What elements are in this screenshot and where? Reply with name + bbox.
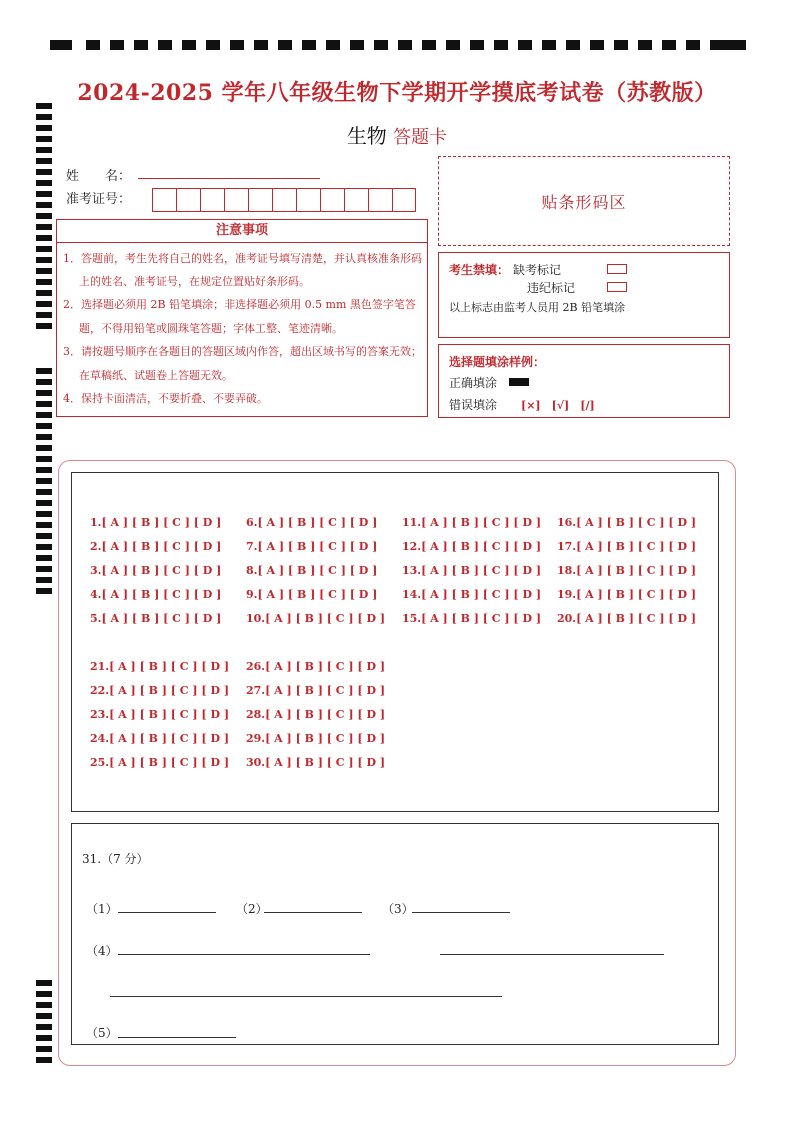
timing-mark <box>158 40 172 50</box>
choice-question-row[interactable] <box>557 540 696 553</box>
answer-options[interactable]: [ A ] [ B ] [ C ] [ D ] <box>109 756 230 769</box>
timing-mark <box>724 40 746 50</box>
sample-heading: 选择题填涂样例： <box>449 355 546 369</box>
q31-part3-label: （3） <box>382 902 414 916</box>
timing-mark <box>36 379 52 385</box>
question-number: 8. <box>246 564 258 577</box>
question-number: 19. <box>557 588 577 601</box>
timing-mark <box>686 40 700 50</box>
timing-mark <box>36 1002 52 1008</box>
choice-question-row[interactable] <box>557 588 696 601</box>
answer-options[interactable]: [ A ] [ B ] [ C ] [ D ] <box>576 540 697 553</box>
timing-mark <box>350 40 364 50</box>
timing-mark <box>422 40 436 50</box>
question-number: 10. <box>246 612 266 625</box>
choice-question-row[interactable] <box>90 564 221 577</box>
q31-part2-line[interactable] <box>264 912 362 913</box>
question-number: 20. <box>557 612 577 625</box>
timing-mark <box>36 1024 52 1030</box>
barcode-area <box>438 156 730 246</box>
question-number: 26. <box>246 660 266 673</box>
timing-mark <box>36 577 52 583</box>
choice-question-row[interactable] <box>246 564 377 577</box>
question-number: 17. <box>557 540 577 553</box>
timing-mark <box>110 40 124 50</box>
timing-mark <box>398 40 412 50</box>
question-number: 28. <box>246 708 266 721</box>
choice-question-row[interactable] <box>402 588 541 601</box>
timing-mark <box>36 268 52 274</box>
choice-question-row[interactable] <box>246 540 377 553</box>
choice-question-row[interactable] <box>90 540 221 553</box>
timing-mark <box>278 40 292 50</box>
timing-mark <box>302 40 316 50</box>
exam-id-label: 准考证号： <box>66 192 132 207</box>
choice-question-row[interactable] <box>402 564 541 577</box>
timing-mark <box>614 40 628 50</box>
question-number: 11. <box>402 516 422 529</box>
timing-mark <box>36 169 52 175</box>
question-number: 4. <box>90 588 102 601</box>
choice-question-row[interactable] <box>90 756 229 769</box>
violation-mark-label: 违纪标记 <box>527 281 576 295</box>
question-number: 16. <box>557 516 577 529</box>
timing-mark <box>470 40 484 50</box>
question-number: 3. <box>90 564 102 577</box>
choice-question-row[interactable] <box>246 516 377 529</box>
timing-marks-left-lower <box>36 980 52 1068</box>
timing-mark <box>36 500 52 506</box>
timing-mark <box>36 467 52 473</box>
fill-sample-panel <box>438 344 730 418</box>
choice-question-row[interactable] <box>246 588 377 601</box>
timing-mark <box>590 40 604 50</box>
answer-options[interactable]: [ A ] [ B ] [ C ] [ D ] <box>257 516 378 529</box>
timing-mark <box>662 40 676 50</box>
question-number: 22. <box>90 684 110 697</box>
timing-mark <box>36 279 52 285</box>
timing-mark <box>86 40 100 50</box>
correct-fill-mark <box>509 378 529 386</box>
absent-mark-box[interactable] <box>607 264 627 274</box>
timing-mark <box>36 191 52 197</box>
answer-options[interactable]: [ A ] [ B ] [ C ] [ D ] <box>101 612 222 625</box>
question-number: 27. <box>246 684 266 697</box>
question-number: 7. <box>246 540 258 553</box>
timing-mark <box>36 1057 52 1063</box>
timing-mark <box>36 522 52 528</box>
choice-question-row[interactable] <box>246 756 385 769</box>
choice-question-row[interactable] <box>557 564 696 577</box>
timing-mark <box>36 566 52 572</box>
answer-options[interactable]: [ A ] [ B ] [ C ] [ D ] <box>109 684 230 697</box>
answer-options[interactable]: [ A ] [ B ] [ C ] [ D ] <box>421 540 542 553</box>
answer-options[interactable]: [ A ] [ B ] [ C ] [ D ] <box>576 612 697 625</box>
question-number: 2. <box>90 540 102 553</box>
timing-mark <box>638 40 652 50</box>
q31-part5-line[interactable] <box>118 1037 236 1038</box>
timing-mark <box>326 40 340 50</box>
question-number: 15. <box>402 612 422 625</box>
answer-options[interactable]: [ A ] [ B ] [ C ] [ D ] <box>421 516 542 529</box>
q31-part2-label: （2） <box>236 902 268 916</box>
timing-mark <box>36 158 52 164</box>
answer-options[interactable]: [ A ] [ B ] [ C ] [ D ] <box>265 756 386 769</box>
question-number: 1. <box>90 516 102 529</box>
choice-question-row[interactable] <box>246 612 385 625</box>
q31-answer-box <box>71 823 719 1045</box>
timing-mark <box>254 40 268 50</box>
wrong-fill-label: 错误填涂 <box>449 398 498 412</box>
timing-mark <box>36 1035 52 1041</box>
timing-mark <box>36 390 52 396</box>
choice-question-row[interactable] <box>402 612 541 625</box>
notes-panel <box>56 219 428 417</box>
answer-options[interactable]: [ A ] [ B ] [ C ] [ D ] <box>265 732 386 745</box>
timing-mark <box>206 40 220 50</box>
note-item: 1．答题前，考生先将自己的姓名，准考证号填写清楚，并认真核准条形码上的姓名、准考证号，在规定位置贴好条形码。 <box>63 252 422 288</box>
answer-options[interactable]: [ A ] [ B ] [ C ] [ D ] <box>576 588 697 601</box>
timing-mark <box>36 1046 52 1052</box>
timing-mark <box>36 301 52 307</box>
timing-mark <box>36 323 52 329</box>
note-item: 4．保持卡面清洁，不要折叠、不要弄破。 <box>63 392 268 405</box>
choice-question-row[interactable] <box>90 660 229 673</box>
timing-mark <box>36 202 52 208</box>
question-number: 25. <box>90 756 110 769</box>
forbidden-label: 考生禁填： <box>449 263 510 277</box>
notes-heading: 注意事项 <box>57 220 427 243</box>
timing-mark <box>36 980 52 986</box>
timing-mark <box>36 312 52 318</box>
answer-options[interactable]: [ A ] [ B ] [ C ] [ D ] <box>576 516 697 529</box>
answer-options[interactable]: [ A ] [ B ] [ C ] [ D ] <box>109 660 230 673</box>
note-item: 3．请按题号顺序在各题目的答题区域内作答，超出区域书写的答案无效；在草稿纸、试题卷上答题无效。 <box>63 345 422 382</box>
q31-part1-line[interactable] <box>118 912 216 913</box>
timing-mark <box>36 1013 52 1019</box>
timing-mark <box>36 489 52 495</box>
subject-label: 生物 <box>346 124 387 148</box>
timing-mark <box>36 456 52 462</box>
timing-mark <box>36 445 52 451</box>
answer-options[interactable]: [ A ] [ B ] [ C ] [ D ] <box>109 732 230 745</box>
choice-question-row[interactable] <box>90 612 221 625</box>
choice-question-row[interactable] <box>90 516 221 529</box>
choice-question-row[interactable] <box>246 684 385 697</box>
timing-mark <box>36 213 52 219</box>
timing-mark <box>710 40 724 50</box>
timing-mark <box>494 40 508 50</box>
question-number: 6. <box>246 516 258 529</box>
question-number: 29. <box>246 732 266 745</box>
forbidden-panel <box>438 252 730 338</box>
choice-question-row[interactable] <box>90 708 229 721</box>
timing-mark <box>36 555 52 561</box>
choice-question-row[interactable] <box>557 516 696 529</box>
answer-options[interactable]: [ A ] [ B ] [ C ] [ D ] <box>265 684 386 697</box>
question-number: 5. <box>90 612 102 625</box>
name-field[interactable] <box>138 178 320 179</box>
q31-part4-line-c[interactable] <box>110 996 502 997</box>
answer-options[interactable]: [ A ] [ B ] [ C ] [ D ] <box>101 516 222 529</box>
q31-part4-line-a[interactable] <box>118 954 370 955</box>
timing-mark <box>36 434 52 440</box>
question-number: 9. <box>246 588 258 601</box>
timing-mark <box>446 40 460 50</box>
choice-question-row[interactable] <box>557 612 696 625</box>
answer-options[interactable]: [ A ] [ B ] [ C ] [ D ] <box>421 564 542 577</box>
exam-id-boxes[interactable] <box>152 188 416 212</box>
question-number: 21. <box>90 660 110 673</box>
timing-mark <box>36 412 52 418</box>
timing-mark <box>36 533 52 539</box>
timing-mark <box>36 246 52 252</box>
answer-options[interactable]: [ A ] [ B ] [ C ] [ D ] <box>257 588 378 601</box>
q31-part4-label: （4） <box>86 944 118 958</box>
timing-mark <box>50 40 72 50</box>
answer-options[interactable]: [ A ] [ B ] [ C ] [ D ] <box>257 564 378 577</box>
timing-mark <box>36 544 52 550</box>
q31-part5-label: （5） <box>86 1026 118 1040</box>
question-number: 23. <box>90 708 110 721</box>
timing-marks-left-middle <box>36 368 52 599</box>
answer-options[interactable]: [ A ] [ B ] [ C ] [ D ] <box>421 588 542 601</box>
correct-fill-label: 正确填涂 <box>449 376 498 390</box>
wrong-fill-marks: [×] [√] [/] <box>521 399 595 412</box>
name-label: 姓 名： <box>66 169 132 184</box>
choice-question-row[interactable] <box>246 732 385 745</box>
choice-question-row[interactable] <box>90 732 229 745</box>
timing-mark <box>36 401 52 407</box>
notes-list <box>63 247 425 411</box>
timing-mark <box>36 368 52 374</box>
timing-mark <box>36 423 52 429</box>
question-number: 18. <box>557 564 577 577</box>
timing-mark <box>182 40 196 50</box>
timing-mark <box>36 991 52 997</box>
choice-question-row[interactable] <box>246 708 385 721</box>
card-subtitle <box>0 120 794 149</box>
timing-mark <box>230 40 244 50</box>
violation-mark-box[interactable] <box>607 282 627 292</box>
answer-options[interactable]: [ A ] [ B ] [ C ] [ D ] <box>576 564 697 577</box>
barcode-label: 贴条形码区 <box>541 192 627 212</box>
forbidden-note: 以上标志由监考人员用 2B 铅笔填涂 <box>449 301 626 314</box>
timing-mark <box>566 40 580 50</box>
timing-mark <box>36 180 52 186</box>
absent-mark-label: 缺考标记 <box>513 263 562 277</box>
choice-question-row[interactable] <box>90 588 221 601</box>
question-number: 24. <box>90 732 110 745</box>
q31-title: 31.（7 分） <box>82 852 149 866</box>
question-number: 14. <box>402 588 422 601</box>
answer-options[interactable]: [ A ] [ B ] [ C ] [ D ] <box>101 540 222 553</box>
question-number: 12. <box>402 540 422 553</box>
question-number: 13. <box>402 564 422 577</box>
q31-part3-line[interactable] <box>412 912 510 913</box>
answer-options[interactable]: [ A ] [ B ] [ C ] [ D ] <box>101 564 222 577</box>
timing-mark <box>36 588 52 594</box>
question-number: 30. <box>246 756 266 769</box>
timing-mark <box>36 224 52 230</box>
timing-mark <box>36 478 52 484</box>
choice-question-row[interactable] <box>402 516 541 529</box>
answer-options[interactable]: [ A ] [ B ] [ C ] [ D ] <box>101 588 222 601</box>
timing-mark <box>374 40 388 50</box>
timing-mark <box>36 235 52 241</box>
timing-mark <box>134 40 148 50</box>
q31-part4-line-b[interactable] <box>440 954 664 955</box>
answer-options[interactable]: [ A ] [ B ] [ C ] [ D ] <box>265 612 386 625</box>
timing-mark <box>542 40 556 50</box>
choice-question-row[interactable] <box>90 684 229 697</box>
answer-options[interactable]: [ A ] [ B ] [ C ] [ D ] <box>265 660 386 673</box>
choice-question-row[interactable] <box>402 540 541 553</box>
answer-options[interactable]: [ A ] [ B ] [ C ] [ D ] <box>265 708 386 721</box>
note-item: 2．选择题必须用 2B 铅笔填涂；非选择题必须用 0.5 mm 黑色签字笔答题，不得用铅笔或圆珠笔答题；字体工整、笔迹清晰。 <box>63 298 416 335</box>
timing-mark <box>36 257 52 263</box>
choice-question-row[interactable] <box>246 660 385 673</box>
exam-title: 2024-2025 学年八年级生物下学期开学摸底考试卷（苏教版） <box>77 80 717 106</box>
answer-options[interactable]: [ A ] [ B ] [ C ] [ D ] <box>109 708 230 721</box>
timing-mark <box>518 40 532 50</box>
answer-options[interactable]: [ A ] [ B ] [ C ] [ D ] <box>257 540 378 553</box>
answer-options[interactable]: [ A ] [ B ] [ C ] [ D ] <box>421 612 542 625</box>
q31-part1-label: （1） <box>86 902 118 916</box>
timing-mark <box>36 511 52 517</box>
card-label: 答题卡 <box>393 127 448 148</box>
timing-marks-top <box>50 38 746 52</box>
timing-mark <box>36 290 52 296</box>
